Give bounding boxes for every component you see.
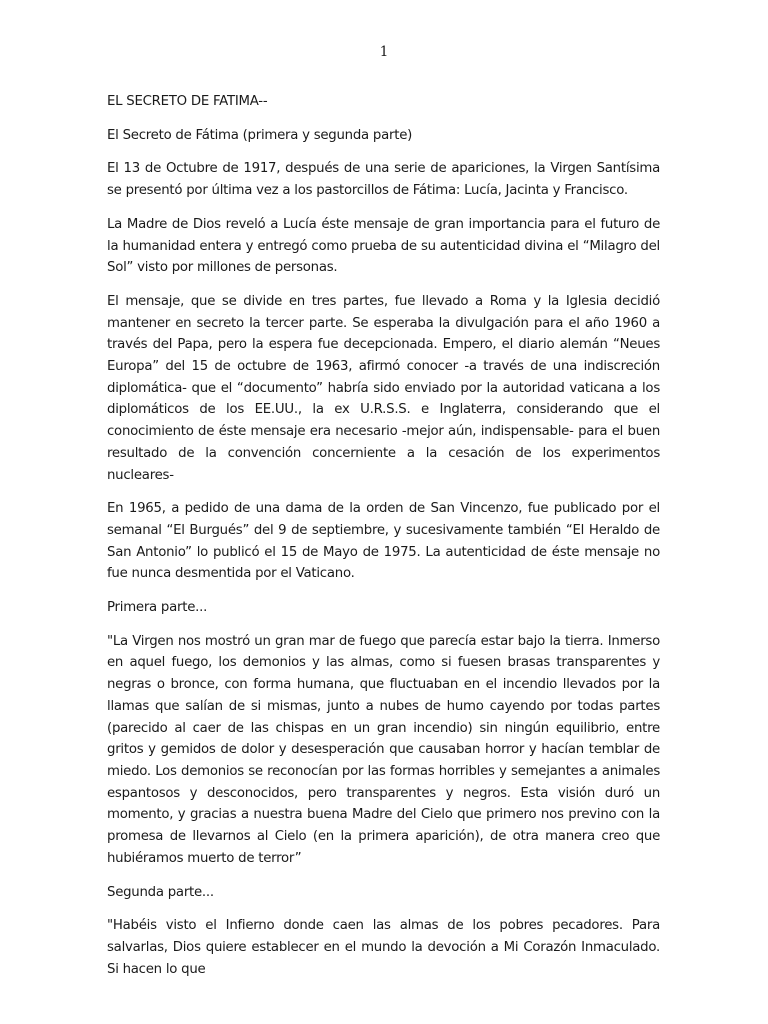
document-body (107, 91, 660, 992)
document-subtitle: El Secreto de Fátima (primera y segunda parte) (107, 127, 413, 143)
document-title: EL SECRETO DE FATIMA-- (107, 94, 268, 109)
paragraph-intro-2: La Madre de Dios reveló a Lucía éste mensaje de gran importancia para el futuro de la humanidad entera y entregó como prueba de su autenticidad divina el “Milagro del Sol” visto por millones de personas. (107, 216, 660, 276)
paragraph-part-2: "Habéis visto el Infierno donde caen las almas de los pobres pecadores. Para salvarlas, Dios quiere establecer en el mundo la devoción a Mi Corazón Inmaculado. Si hacen lo que (107, 918, 660, 977)
section-label-part-2: Segunda parte... (107, 884, 214, 900)
paragraph-intro-1: El 13 de Octubre de 1917, después de una serie de apariciones, la Virgen Santísima se presentó por última vez a los pastorcillos de Fátima: Lucía, Jacinta y Francisco. (107, 161, 660, 199)
page-number: 1 (379, 44, 389, 60)
paragraph-intro-3: El mensaje, que se divide en tres partes, fue llevado a Roma y la Iglesia decidió mantener en secreto la tercer parte. Se esperaba la divulgación para el año 1960 a través del Papa, pero la espera fue decepcionada. Empero, el diario alemán “Neues Europa” del 15 de octubre de 1963, afirmó conocer -a través de una indiscreción diplomática- que el “documento” habría sido enviado por la autoridad vaticana a los diplomáticos de los EE.UU., la ex U.R.S.S. e Inglaterra, considerando que el conocimiento de éste mensaje era necesario -mejor aún, indispensable- para el buen resultado de la convención concerniente a la cesación de los experimentos nucleares- (107, 293, 660, 483)
paragraph-part-1: "La Virgen nos mostró un gran mar de fuego que parecía estar bajo la tierra. Inmerso en aquel fuego, los demonios y las almas, como si fuesen brasas transparentes y negras o bronce, con forma humana, que fluctuaban en el incendio llevados por la llamas que salían de si mismas, junto a nubes de humo cayendo por todas partes (parecido al caer de las chispas en un gran incendio) sin ningún equilibrio, entre gritos y gemidos de dolor y desesperación que causaban horror y hacían temblar de miedo. Los demonios se reconocían por las formas horribles y semejantes a animales espantosos y desconocidos, pero transparentes y negros. Esta visión duró un momento, y gracias a nuestra buena Madre del Cielo que primero nos previno con la promesa de llevarnos al Cielo (en la primera aparición), de otra manera creo que hubiéramos muerto de terror” (107, 633, 660, 866)
paragraph-intro-4: En 1965, a pedido de una dama de la orden de San Vincenzo, fue publicado por el semanal “El Burgués” del 9 de septiembre, y sucesivamente también “El Heraldo de San Antonio” lo publicó el 15 de Mayo de 1975. La autenticidad de éste mensaje no fue nunca desmentida por el Vaticano. (107, 501, 660, 582)
section-label-part-1: Primera parte... (107, 600, 208, 616)
